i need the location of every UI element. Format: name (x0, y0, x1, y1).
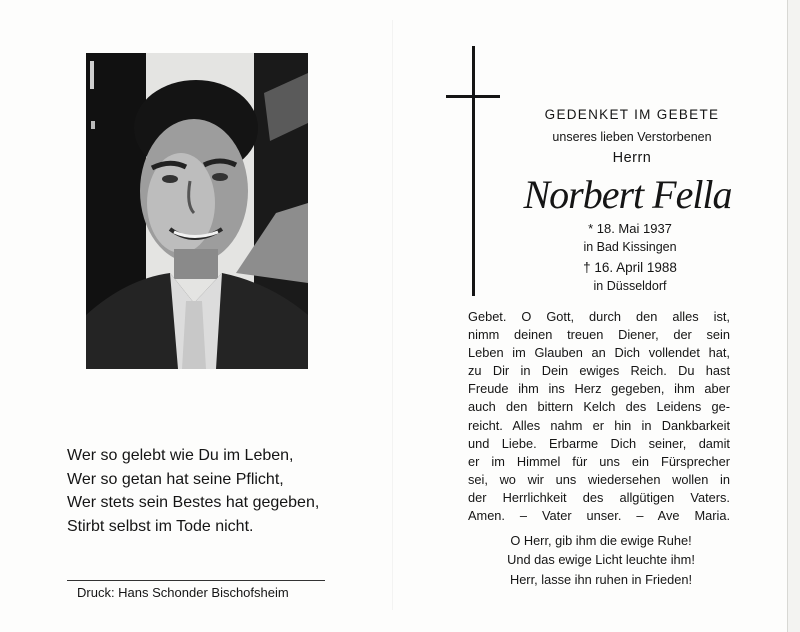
cross-icon-vertical (472, 46, 475, 296)
closing-line: O Herr, gib ihm die ewige Ruhe! (510, 533, 692, 548)
poem (67, 444, 387, 538)
honorific: Herrn (612, 150, 652, 166)
fold-line (392, 20, 393, 610)
prayer-line: nimm deinen treuen Diener, der sein (468, 327, 730, 343)
closing-line: Und das ewige Licht leuchte ihm! (507, 552, 695, 568)
prayer-line: zu Dir in Dein ewiges Reich. Du hast (468, 363, 730, 379)
death-place: in Düsseldorf (593, 279, 667, 293)
portrait-illustration (86, 53, 308, 369)
prayer-line: Amen. – Vater unser. – Ave Maria. (468, 508, 730, 524)
prayer-line: Gebet. O Gott, durch den alles ist, (468, 309, 730, 324)
prayer-line: sei, wo wir uns wiedersehen wollen in (468, 471, 730, 487)
prayer-line: Freude ihm ins Herz gegeben, ihm aber (468, 381, 730, 397)
poem-line: Stirbt selbst im Tode nicht. (67, 517, 254, 535)
portrait-photo (86, 53, 308, 369)
deceased-name: Norbert Fella (523, 172, 732, 217)
printer-credit: Druck: Hans Schonder Bischofsheim (77, 585, 289, 600)
poem-line: Wer stets sein Bestes hat gegeben, (67, 494, 320, 511)
poem-line: Wer so gelebt wie Du im Leben, (67, 447, 294, 464)
prayer-line: reicht. Alles nahm er hin in Dankbarkeit (468, 417, 730, 433)
birth-place: in Bad Kissingen (583, 240, 677, 254)
poem-line: Wer so getan hat seine Pflicht, (67, 470, 284, 488)
death-date: † 16. April 1988 (583, 260, 677, 275)
memorial-subheading: unseres lieben Verstorbenen (552, 130, 712, 144)
prayer-line: und Liebe. Erbarme Dich seiner, damit (468, 435, 730, 451)
prayer-line: Leben im Glauben an Dich vollendet hat, (468, 345, 730, 361)
closing-invocation (470, 531, 732, 589)
prayer-line: er im Himmel für uns ein Fürsprecher (468, 453, 730, 469)
card-edge (787, 0, 800, 632)
printer-divider (67, 580, 325, 581)
prayer-line: der Herrlichkeit des allgütigen Vaters. (468, 489, 730, 505)
prayer-line: auch den bittern Kelch des Leidens ge- (468, 399, 730, 415)
birth-date: * 18. Mai 1937 (588, 221, 672, 236)
memorial-heading: GEDENKET IM GEBETE (544, 107, 720, 122)
cross-icon-horizontal (446, 95, 500, 98)
prayer-text (468, 308, 730, 525)
closing-line: Herr, lasse ihn ruhen in Frieden! (509, 571, 693, 587)
